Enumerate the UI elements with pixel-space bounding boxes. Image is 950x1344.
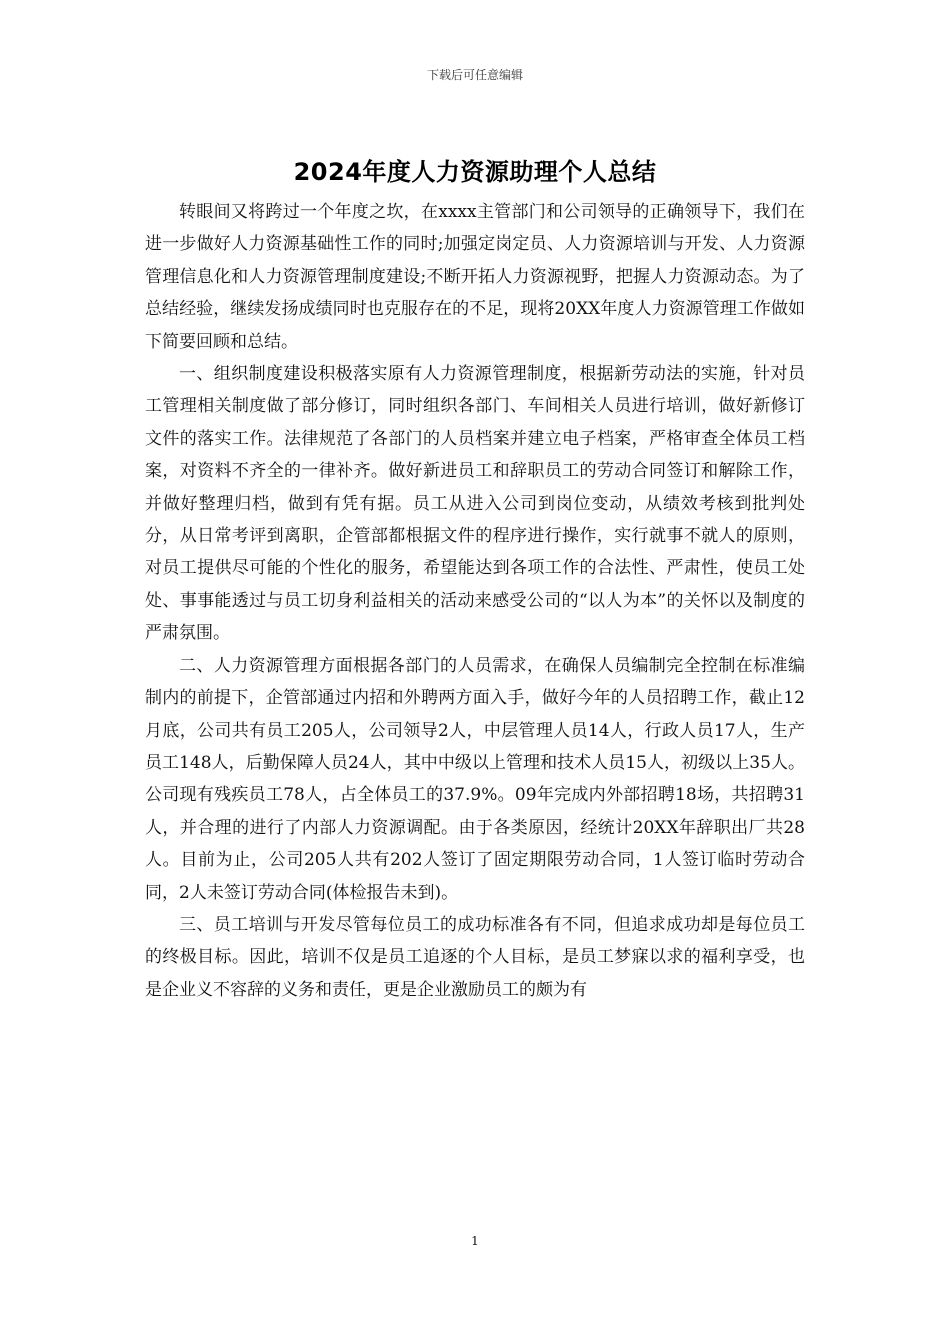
page-title: 2024年度人力资源助理个人总结 xyxy=(293,158,657,186)
paragraph-training: 三、员工培训与开发尽管每位员工的成功标准各有不同，但追求成功却是每位员工的终极目标。因此，培训不仅是员工追逐的个人目标，是员工梦寐以求的福利享受，也是企业义不容辞的义务和责任，更是企业激励员工的颇为有 xyxy=(145,914,805,1000)
paragraph-organization: 一、组织制度建设积极落实原有人力资源管理制度，根据新劳动法的实施，针对员工管理相关制度做了部分修订，同时组织各部门、车间相关人员进行培训，做好新修订文件的落实工作。法律规范了各部门的人员档案并建立电子档案，严格审查全体员工档案，对资料不齐全的一律补齐。做好新进员工和辞职员工的劳动合同签订和解除工作，并做好整理归档，做到有凭有据。员工从进入公司到岗位变动，从绩效考核到批判处分，从日常考评到离职，企管部都根据文件的程序进行操作，实行就事不就人的原则，对员工提供尽可能的个性化的服务，希望能达到各项工作的合法性、严肃性，使员工处处、事事能透过与员工切身利益相关的活动来感受公司的“以人为本”的关怀以及制度的严肃氛围。 xyxy=(145,364,805,644)
header-note: 下载后可任意编辑 xyxy=(426,68,523,82)
page-number: 1 xyxy=(471,1234,479,1248)
paragraph-intro: 转眼间又将跨过一个年度之坎，在xxxx主管部门和公司领导的正确领导下，我们在进一步做好人力资源基础性工作的同时;加强定岗定员、人力资源培训与开发、人力资源管理信息化和人力资源管理制度建设;不断开拓人力资源视野，把握人力资源动态。为了总结经验，继续发扬成绩同时也克服存在的不足，现将20XX年度人力资源管理工作做如下简要回顾和总结。 xyxy=(145,202,805,352)
paragraph-hr-management: 二、人力资源管理方面根据各部门的人员需求，在确保人员编制完全控制在标准编制内的前提下，企管部通过内招和外聘两方面入手，做好今年的人员招聘工作，截止12月底，公司共有员工205人，公司领导2人，中层管理人员14人，行政人员17人，生产员工148人，后勤保障人员24人，其中中级以上管理和技术人员15人，初级以上35人。公司现有残疾员工78人，占全体员工的37.9%。09年完成内外部招聘18场，共招聘31人，并合理的进行了内部人力资源调配。由于各类原因，经统计20XX年辞职出厂共28人。目前为止，公司205人共有202人签订了固定期限劳动合同，1人签订临时劳动合同，2人未签订劳动合同(体检报告未到)。 xyxy=(145,655,805,903)
document-body xyxy=(145,196,805,1006)
